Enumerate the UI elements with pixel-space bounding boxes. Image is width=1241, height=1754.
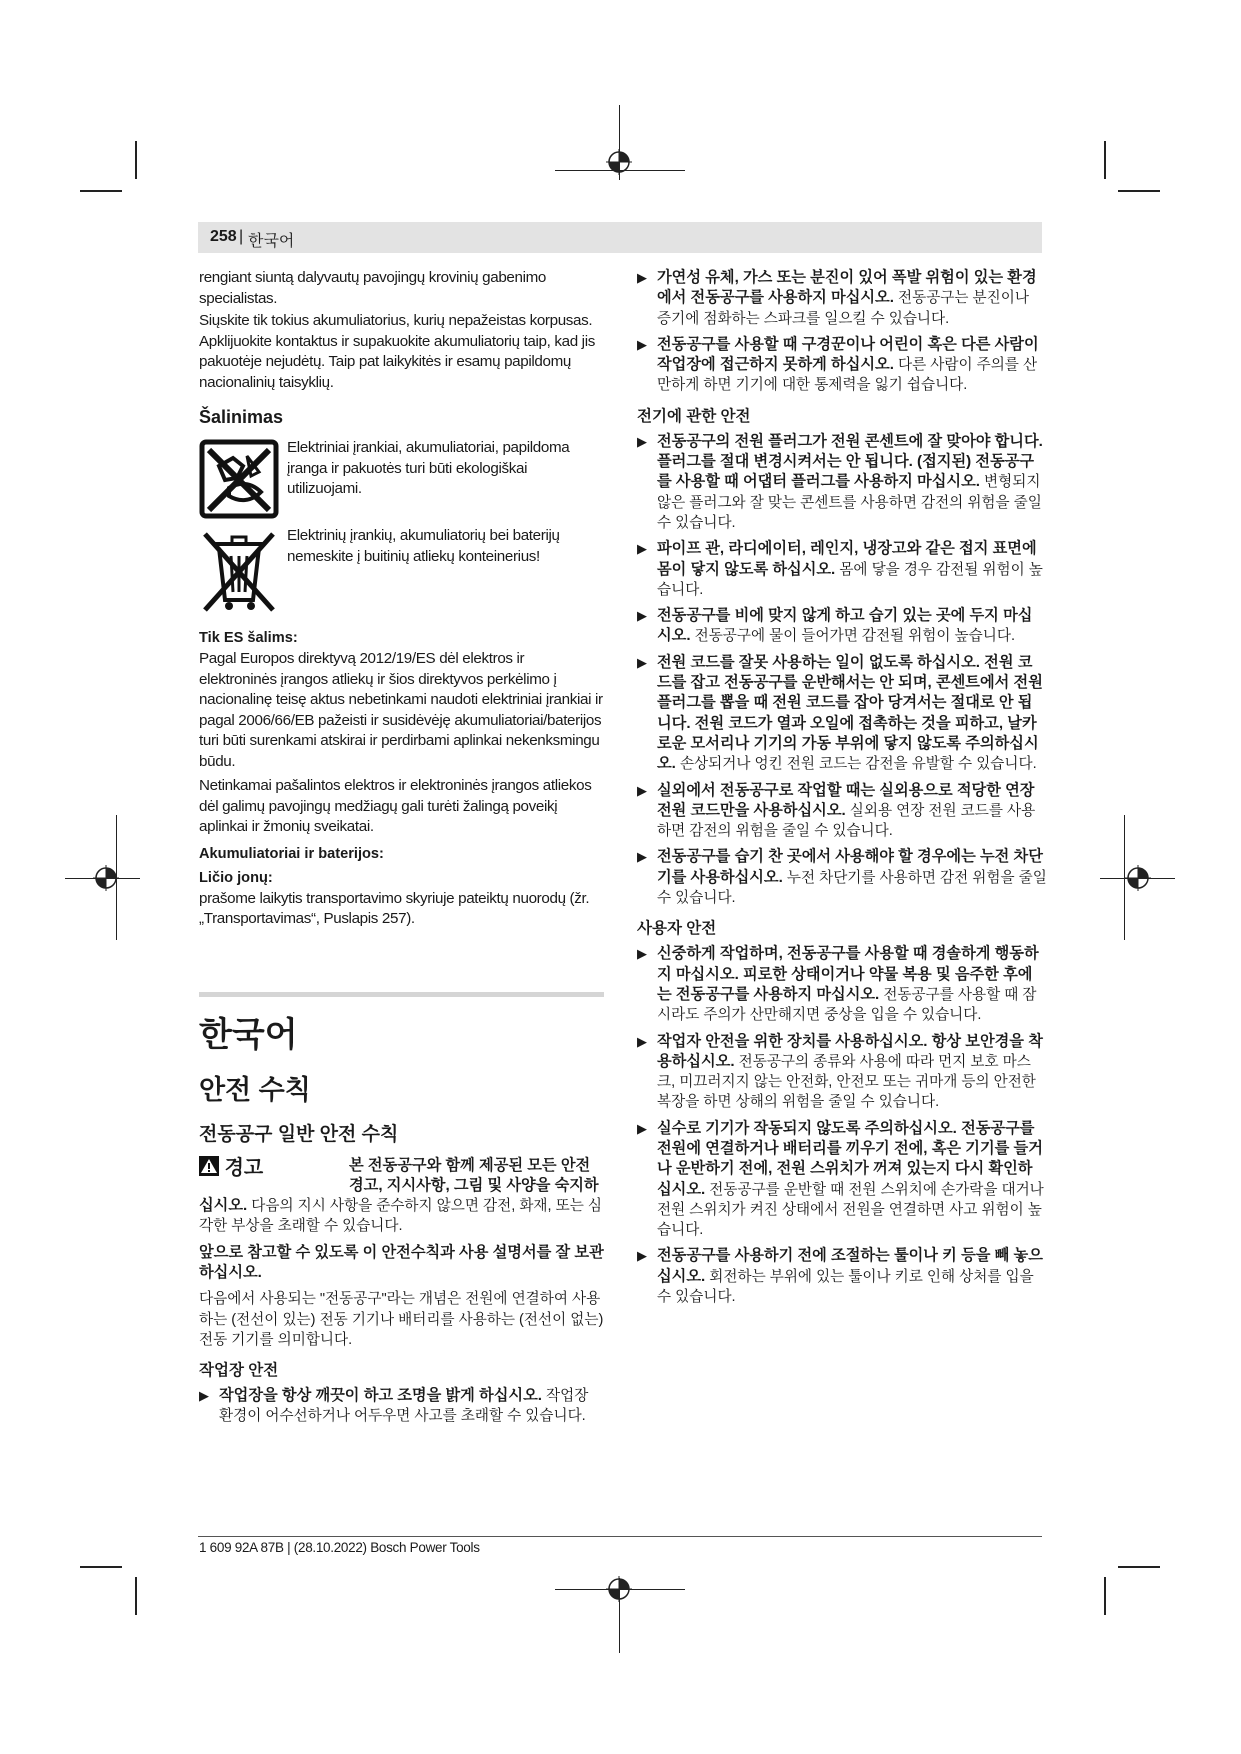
bullet-arrow-icon: ▶ (637, 336, 647, 352)
crop-mark-tr-v (1104, 141, 1106, 179)
list-item: ▶ 전동공구를 습기 찬 곳에서 사용해야 할 경우에는 누전 차단기를 사용하십시오. 누전 차단기를 사용하면 감전 위험을 줄일 수 있습니다. (637, 847, 1047, 908)
list-item: ▶ 가연성 유체, 가스 또는 분진이 있어 폭발 위험이 있는 환경에서 전동공구를 사용하지 마십시오. 전동공구는 분진이나 증기에 점화하는 스파크를 일으킬 수 있습니다. (637, 268, 1047, 329)
power-tool-definition: 다음에서 사용되는 "전동공구"라는 개념은 전원에 연결하여 사용하는 (전선이 있는) 전동 기기나 배터리를 사용하는 (전선이 없는) 전동 기기를 의미합니다. (199, 1291, 604, 1348)
bullet-arrow-icon: ▶ (637, 1033, 647, 1049)
list-item: ▶ 신중하게 작업하며, 전동공구를 사용할 때 경솔하게 행동하지 마십시오. 피로한 상태이거나 약물 복용 및 음주한 후에는 전동공구를 사용하지 마십시오. 전동공구를 사용할 때 잠시라도 주의가 산만해지면 중상을 입을 수 있습니다. (637, 944, 1047, 1025)
list-item: ▶ 파이프 관, 라디에이터, 레인지, 냉장고와 같은 접지 표면에 몸이 닿지 않도록 하십시오. 몸에 닿을 경우 감전될 위험이 높습니다. (637, 539, 1047, 600)
page-header (198, 222, 1042, 253)
warning-label: 경고 (224, 1156, 264, 1179)
header-separator: | (239, 228, 244, 245)
list-item: ▶ 전원 코드를 잘못 사용하는 일이 없도록 하십시오. 전원 코드를 잡고 전동공구를 운반해서는 안 되며, 콘센트에서 전원 플러그를 뽑을 때 전원 코드를 잡아 당겨서는 절대로 안 됩니다. 전원 코드가 열과 오일에 접촉하는 것을 피하고, 날카로운 모서리나 기기의 가동 부위에 닿지 않도록 주의하십시오. 손상되거나 엉킨 전원 코드는 감전을 유발할 수 있습니다. (637, 653, 1047, 775)
warning-block (199, 1156, 604, 1237)
right-column (637, 268, 1047, 1313)
crop-mark-bl-v (135, 1577, 137, 1615)
registration-target-icon (606, 149, 632, 175)
disposal-text-2: Elektrinių įrankių, akumuliatorių bei baterijų nemeskite į buitinių atliekų konteinerius! (287, 527, 560, 565)
bullet-arrow-icon: ▶ (637, 849, 647, 865)
list-item: ▶ 작업자 안전을 위한 장치를 사용하십시오. 항상 보안경을 착용하십시오. 전동공구의 종류와 사용에 따라 먼지 보호 마스크, 미끄러지지 않는 안전화, 안전모 또는 귀마개 등의 안전한 복장을 하면 상해의 위험을 줄일 수 있습니다. (637, 1032, 1047, 1113)
bullet-arrow-icon: ▶ (637, 270, 647, 285)
bullet-arrow-icon: ▶ (637, 433, 647, 449)
left-column (199, 268, 604, 1433)
no-household-disposal-icon (199, 438, 279, 520)
disposal-row-2 (199, 526, 604, 616)
general-safety-title: 전동공구 일반 안전 수칙 (199, 1123, 399, 1145)
bullet-arrow-icon: ▶ (637, 1120, 647, 1136)
disposal-row-1 (199, 438, 604, 520)
safety-title: 안전 수칙 (199, 1074, 311, 1105)
personal-safety-title: 사용자 안전 (637, 920, 717, 938)
list-item: ▶ 전동공구를 비에 맞지 않게 하고 습기 있는 곳에 두지 마십시오. 전동공구에 물이 들어가면 감전될 위험이 높습니다. (637, 606, 1047, 647)
bullet-arrow-icon: ▶ (637, 1248, 647, 1264)
crop-mark-tl-h (80, 190, 122, 192)
registration-target-icon (1125, 865, 1151, 891)
crop-mark-br-v (1104, 1577, 1106, 1615)
page-footer: 1 609 92A 87B | (28.10.2022) Bosch Power Tools (199, 1540, 480, 1555)
warning-text: 다음의 지시 사항을 준수하지 않으면 감전, 화재, 또는 심각한 부상을 초래할 수 있습니다. (199, 1198, 602, 1235)
registration-target-icon (606, 1576, 632, 1602)
crop-mark-tr-h (1118, 190, 1160, 192)
crop-mark-br-h (1118, 1566, 1160, 1568)
registration-target-icon (93, 865, 119, 891)
li-ion-title: Ličio jonų: (199, 869, 273, 886)
bullet-arrow-icon: ▶ (637, 946, 647, 962)
list-item: ▶ 실외에서 전동공구로 작업할 때는 실외용으로 적당한 연장 전원 코드만을 사용하십시오. 실외용 연장 전원 코드를 사용하면 감전의 위험을 줄일 수 있습니다. (637, 781, 1047, 842)
bullet-arrow-icon: ▶ (637, 654, 647, 670)
bullet-arrow-icon: ▶ (637, 541, 647, 557)
warning-triangle-icon (199, 1156, 219, 1176)
electrical-safety-title: 전기에 관한 안전 (637, 407, 751, 425)
intro-paragraph-2: Siųskite tik tokius akumuliatorius, kurių nepažeistas korpusas. Apklijuokite kontaktus ir supakuokite akumuliatorių taip, kad jis pakuotėje nejudėtų. Taip pat laikykitės ir esamų papildomų nacionalinių taisyklių. (199, 312, 595, 391)
list-item: ▶ 전동공구를 사용하기 전에 조절하는 툴이나 키 등을 빼 놓으십시오. 회전하는 부위에 있는 툴이나 키로 인해 상처를 입을 수 있습니다. (637, 1246, 1047, 1307)
warning-heading (199, 1156, 349, 1180)
list-item: ▶ 작업장을 항상 깨끗이 하고 조명을 밝게 하십시오. 작업장 환경이 어수선하거나 어두우면 사고를 초래할 수 있습니다. (199, 1386, 604, 1427)
list-item: ▶ 전동공구의 전원 플러그가 전원 콘센트에 잘 맞아야 합니다. 플러그를 절대 변경시켜서는 안 됩니다. (접지된) 전동공구를 사용할 때 어댑터 플러그를 사용하지 마십시오. 변형되지 않은 플러그와 잘 맞는 콘센트를 사용하면 감전의 위험을 줄일 수 있습니다. (637, 432, 1047, 533)
batteries-title: Akumuliatoriai ir baterijos: (199, 845, 384, 862)
crossed-bin-icon (199, 526, 279, 616)
crop-mark-bl-h (80, 1566, 122, 1568)
keep-instructions: 앞으로 참고할 수 있도록 이 안전수칙과 사용 설명서를 잘 보관하십시오. (199, 1243, 604, 1281)
list-item: ▶ 실수로 기기가 작동되지 않도록 주의하십시오. 전동공구를 전원에 연결하거나 배터리를 끼우기 전에, 혹은 기기를 들거나 운반하기 전에, 전원 스위치가 꺼져 있는지 다시 확인하십시오. 전동공구를 운반할 때 전원 스위치에 손가락을 대거나 전원 스위치가 켜진 상태에서 전원을 연결하면 사고 위험이 높습니다. (637, 1119, 1047, 1241)
footer-divider (198, 1536, 1042, 1537)
korean-section-title: 한국어 (199, 992, 604, 1056)
header-language: 한국어 (248, 233, 295, 250)
disposal-text-1: Elektriniai įrankiai, akumuliatoriai, papildoma įranga ir pakuotės turi būti ekologiškai utilizuojami. (287, 439, 570, 497)
warning-bold: 본 전동공구와 함께 제공된 모든 안전경고, 지시사항, 그림 및 사양을 숙지하십시오. (199, 1156, 599, 1215)
bullet-arrow-icon: ▶ (637, 782, 647, 798)
crop-mark-tl-v (135, 141, 137, 179)
eu-title: Tik ES šalims: (199, 630, 298, 646)
disposal-title: Šalinimas (199, 407, 284, 427)
li-ion-text: prašome laikytis transportavimo skyriuje pateiktų nuorodų (žr. „Transportavimas“, Puslapis 257). (199, 889, 590, 927)
work-area-title: 작업장 안전 (199, 1362, 279, 1380)
bullet-arrow-icon: ▶ (637, 608, 647, 624)
bullet-arrow-icon: ▶ (199, 1388, 209, 1404)
intro-paragraph-1: rengiant siuntą dalyvautų pavojingų krovinių gabenimo specialistas. (199, 269, 547, 307)
eu-text: Pagal Europos direktyvą 2012/19/ES dėl elektros ir elektroninės įrangos atliekų ir šios direktyvos perkėlimo į nacionalinę teisę aktus nebetinkami naudoti elektriniai įrankiai ir pagal 2006/66/EB pažeisti ir susidėvėję akumuliatoriai/baterijos turi būti surenkami atskirai ir perdirbami aplinkai nekenksmingu būdu. (199, 650, 603, 770)
list-item: ▶ 전동공구를 사용할 때 구경꾼이나 어린이 혹은 다른 사람이 작업장에 접근하지 못하게 하십시오. 다른 사람이 주의를 산만하게 하면 기기에 대한 통제력을 잃기 쉽습니다. (637, 335, 1047, 396)
eu-text-2: Netinkamai pašalintos elektros ir elektroninės įrangos atliekos dėl galimų pavojingų medžiagų gali turėti žalingą poveikį aplinkai ir žmonių sveikatai. (199, 777, 592, 835)
page-number: 258 (210, 228, 237, 245)
